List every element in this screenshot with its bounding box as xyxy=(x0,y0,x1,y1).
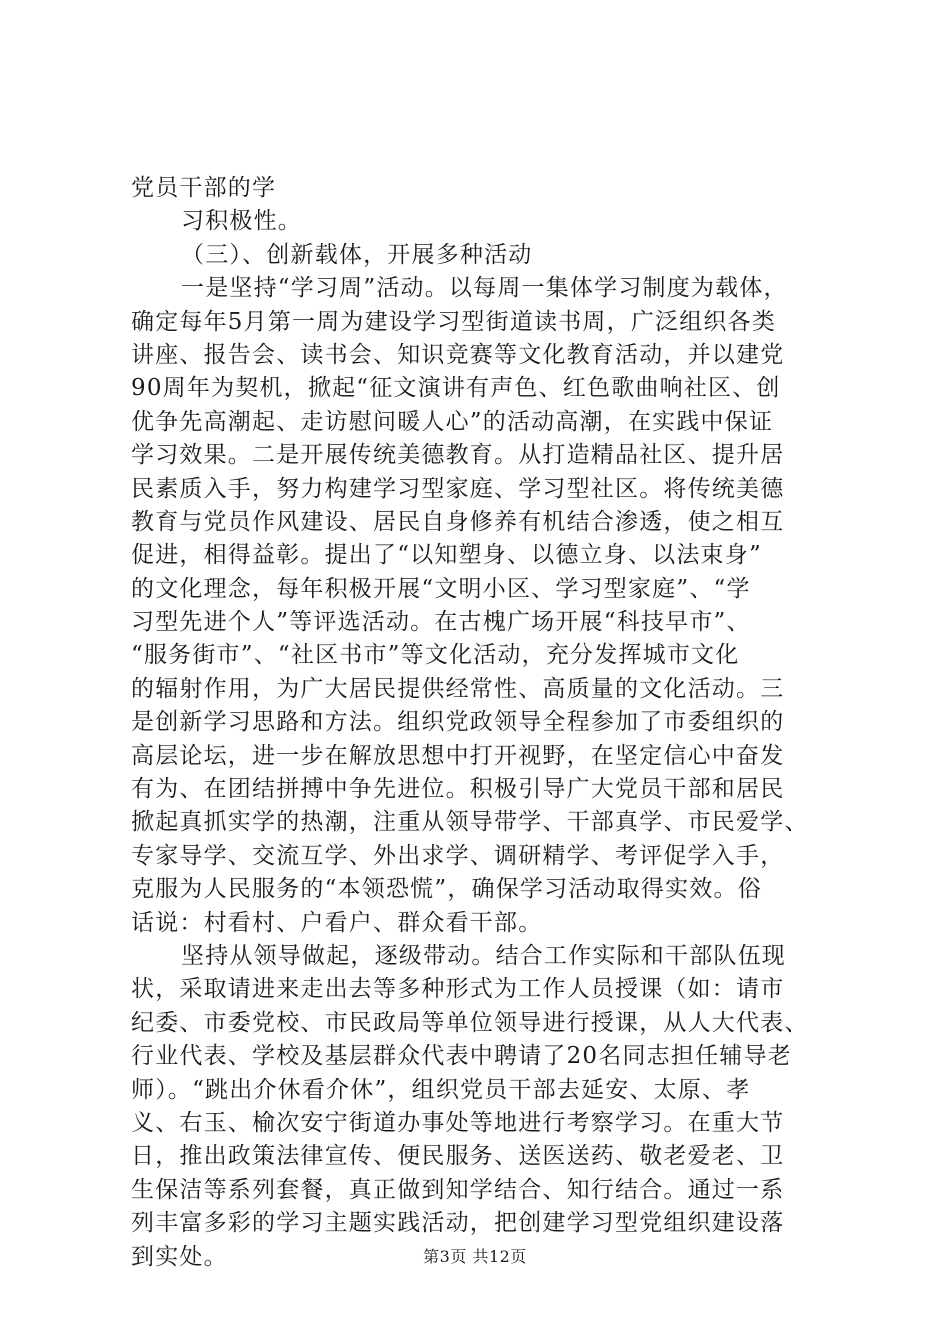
paragraph-1-line-16: 有为、在团结拼搏中争先进位。积极引导广大党员干部和居民 xyxy=(131,776,785,803)
paragraph-1-line-5: 优争先高潮起、走访慰问暖人心”的活动高潮，在实践中保证 xyxy=(131,408,774,435)
paragraph-2-line-4: 行业代表、学校及基层群众代表中聘请了20名同志担任辅导老 xyxy=(131,1043,792,1070)
body-line-2: 习积极性。 xyxy=(181,208,302,235)
paragraph-2-line-1: 坚持从领导做起，逐级带动。结合工作实际和干部队伍现 xyxy=(181,942,786,969)
paragraph-1-line-7: 民素质入手，努力构建学习型家庭、学习型社区。将传统美德 xyxy=(131,475,785,502)
paragraph-1-line-8: 教育与党员作风建设、居民自身修养有机结合渗透，使之相互 xyxy=(131,508,785,535)
page-number-footer: 第3页 共12页 xyxy=(423,1247,527,1266)
paragraph-1-line-6: 学习效果。二是开展传统美德教育。从打造精品社区、提升居 xyxy=(131,442,785,469)
paragraph-1-line-20: 话说：村看村、户看户、群众看干部。 xyxy=(131,909,543,936)
paragraph-1-line-15: 高层论坛，进一步在解放思想中打开视野，在坚定信心中奋发 xyxy=(131,742,785,769)
paragraph-2-line-10: 到实处。 xyxy=(131,1243,228,1270)
paragraph-1-line-14: 是创新学习思路和方法。组织党政领导全程参加了市委组织的 xyxy=(131,709,785,736)
paragraph-1-line-17: 掀起真抓实学的热潮，注重从领导带学、干部真学、市民爱学、 xyxy=(131,809,809,836)
body-line-1: 党员干部的学 xyxy=(131,175,277,201)
paragraph-1-line-2: 确定每年5月第一周为建设学习型街道读书周，广泛组织各类 xyxy=(131,308,777,335)
paragraph-1-line-1: 一是坚持“学习周”活动。以每周一集体学习制度为载体， xyxy=(181,275,788,302)
paragraph-2-line-5: 师）。“跳出介休看介休”，组织党员干部去延安、太原、孝 xyxy=(131,1076,751,1103)
paragraph-2-line-3: 纪委、市委党校、市民政局等单位领导进行授课，从人大代表、 xyxy=(131,1009,809,1036)
document-body xyxy=(131,172,831,1274)
paragraph-2-line-9: 列丰富多彩的学习主题实践活动，把创建学习型党组织建设落 xyxy=(131,1210,785,1237)
paragraph-1-line-13: 的辐射作用，为广大居民提供经常性、高质量的文化活动。三 xyxy=(131,675,785,702)
paragraph-2-line-6: 义、右玉、榆次安宁街道办事处等地进行考察学习。在重大节 xyxy=(131,1109,785,1136)
paragraph-1-line-10: 的文化理念，每年积极开展“文明小区、学习型家庭”、“学 xyxy=(131,575,751,602)
paragraph-2-line-7: 日，推出政策法律宣传、便民服务、送医送药、敬老爱老、卫 xyxy=(131,1143,785,1170)
paragraph-2-line-8: 生保洁等系列套餐，真正做到知学结合、知行结合。通过一系 xyxy=(131,1176,785,1203)
paragraph-1-line-18: 专家导学、交流互学、外出求学、调研精学、考评促学入手， xyxy=(131,842,785,869)
paragraph-1-line-4: 90周年为契机，掀起“征文演讲有声色、红色歌曲响社区、创 xyxy=(131,375,781,402)
paragraph-2-line-2: 状，采取请进来走出去等多种形式为工作人员授课（如：请市 xyxy=(131,976,785,1003)
paragraph-1-line-3: 讲座、报告会、读书会、知识竞赛等文化教育活动，并以建党 xyxy=(131,341,785,368)
paragraph-1-line-9: 促进，相得益彰。提出了“以知塑身、以德立身、以法束身” xyxy=(131,542,762,569)
paragraph-1-line-11: 习型先进个人”等评选活动。在古槐广场开展“科技早市”、 xyxy=(131,609,751,636)
section-heading: （三）、创新载体，开展多种活动 xyxy=(181,241,533,268)
paragraph-1-line-12: “服务街市”、“社区书市”等文化活动，充分发挥城市文化 xyxy=(131,642,740,669)
paragraph-1-line-19: 克服为人民服务的“本领恐慌”，确保学习活动取得实效。俗 xyxy=(131,876,762,903)
